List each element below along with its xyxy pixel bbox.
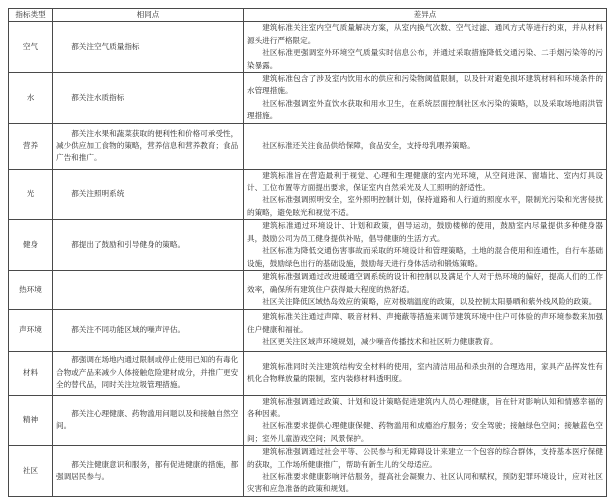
- building-standard-text: 建筑标准通过环境设计、计划和政策，倡导运动，鼓励楼梯的使用，鼓励室内尽量提供多种健身器具，鼓励公司为员工健身提供补贴，倡导健康的生活方式。: [247, 221, 603, 243]
- difference-cell: [244, 169, 607, 220]
- building-standard-text: 建筑标准强调通过社会平等、公民参与和无障碍设计来建立一个包容的综合群体，支持基本医疗保健的获取，工作场所健康推广，帮助有新生儿的父母适应。: [247, 447, 603, 469]
- difference-cell: [244, 271, 607, 309]
- building-standard-text: 建筑标准旨在营造最利于视觉、心理和生理健康的室内光环境，从空间进深、窗墙比、室内灯具设计、工位布置等方面提出要求，保证室内自然采光及人工照明的舒适性。: [247, 170, 603, 193]
- building-standard-text: 建筑标准关注通过声障、吸音材料、声掩蔽等措施来调节建筑环境中住户可体验的声环境参数来加强住户健康和福祉。: [247, 312, 603, 334]
- difference-cell: [244, 395, 607, 446]
- community-standard-text: 社区更关注区域声环境规划，减少噪音传播技术和社区听力健康教育。: [262, 337, 498, 347]
- difference-cell: [244, 309, 607, 351]
- table-header-row: [9, 9, 607, 22]
- building-standard-text: 建筑标准关注室内空气质量解决方案，从室内换气次数、空气过滤、通风方式等进行约束，并从材料源头进行严格限定。: [247, 23, 603, 45]
- community-standard-text: 社区标准还关注食品供给保障，食品安全，支持母乳喂养策略。: [262, 140, 475, 150]
- indicator-type-cell: 热环境: [9, 271, 53, 309]
- indicator-type-cell: 光: [9, 169, 53, 220]
- similarity-cell: 都提出了鼓励和引导健身的策略。: [53, 220, 244, 271]
- indicator-type-cell: 营养: [9, 123, 53, 169]
- header-differences: 差异点: [244, 9, 607, 22]
- difference-cell: [244, 123, 607, 169]
- similarity-cell: 都关注水质指标: [53, 73, 244, 124]
- header-indicator-type: 指标类型: [9, 9, 53, 22]
- indicator-type-cell: 健身: [9, 220, 53, 271]
- building-standard-text: 建筑标准强调通过政策、计划和设计策略促进建筑内人员心理健康，旨在针对影响认知和情感幸福的各种因素。: [247, 396, 603, 418]
- difference-cell: [244, 22, 607, 73]
- similarity-cell: 都关注照明系统: [53, 169, 244, 220]
- community-standard-text: 社区标准强调照明安全，室外照明控制计划，保持道路和人行道的照度水平，限制光污染和光害侵扰的策略，避免眩光和视觉不适。: [247, 195, 603, 217]
- table-row: [9, 395, 607, 446]
- similarity-cell: 都关注水果和蔬菜获取的便利性和价格可承受性，减少供应加工食物的策略，营养信息和营养教育；食品广告和推广。: [53, 123, 244, 169]
- building-standard-text: 建筑标准同时关注建筑结构安全材料的使用，室内清洁用品和杀虫剂的合理选用，家具产品挥发性有机化合物释放量的限制，室内装修材料透明度。: [247, 361, 603, 383]
- table-row: [9, 220, 607, 271]
- table-row: [9, 123, 607, 169]
- indicator-type-cell: 精神: [9, 395, 53, 446]
- table-row: [9, 446, 607, 497]
- indicator-type-cell: 声环境: [9, 309, 53, 351]
- similarity-cell: 都关注健康意识和服务，都有促进健康的措施，都强调居民参与。: [53, 446, 244, 497]
- similarity-cell: 都关注空气质量指标: [53, 22, 244, 73]
- similarity-cell: 都关注心理健康、药物滥用问题以及和接触自然空间。: [53, 395, 244, 446]
- table-row: [9, 73, 607, 124]
- similarity-cell: 都关注不同功能区域的噪声评估。: [53, 309, 244, 351]
- table-row: [9, 22, 607, 73]
- similarity-cell: [53, 271, 244, 309]
- community-standard-text: 社区标准要求健康影响评估服务，提高社会凝聚力、社区认同和赋权，预防犯罪环境设计，应对社区灾害和应急准备的政策和规划。: [247, 471, 603, 494]
- header-similarities: 相同点: [53, 9, 244, 22]
- difference-cell: [244, 351, 607, 395]
- difference-cell: [244, 220, 607, 271]
- table-row: [9, 351, 607, 395]
- difference-cell: [244, 73, 607, 124]
- building-standard-text: 建筑标准包含了涉及室内饮用水的供应和污染物阈值限制，以及针对避免损坏建筑材料和环境条件的水管理措施。: [247, 74, 603, 96]
- indicator-type-cell: 水: [9, 73, 53, 124]
- community-standard-text: 社区标准为降低交通伤害事故而采取的环境设计和管理策略，土地的混合使用和连通性，自行车基础设施，鼓励绿色出行的基础设施，鼓励每天进行身体活动和锻炼策略。: [247, 246, 603, 268]
- similarity-cell: 都强调在场地内通过限制或停止使用已知的有毒化合物或产品来减少人体接触危险建材成分，并推广更安全的替代品，同时关注垃圾管理措施。: [53, 351, 244, 395]
- community-standard-text: 社区标准更强调室外环境空气质量实时信息公布，并通过采取措施降低交通污染、二手烟污染等的污染暴露。: [247, 48, 603, 70]
- indicator-comparison-table: [8, 8, 607, 497]
- community-standard-text: 社区关注降低区域热岛效应的策略，应对极端温度的政策，以及控制太阳暴晒和紫外线风险的政策。: [262, 297, 597, 307]
- community-standard-text: 社区标准强调室外直饮水获取和用水卫生，在系统层面控制社区水污染的策略，以及采取场地雨洪管理措施。: [247, 98, 603, 121]
- table-row: [9, 169, 607, 220]
- table-row: [9, 309, 607, 351]
- difference-cell: [244, 446, 607, 497]
- indicator-type-cell: 社区: [9, 446, 53, 497]
- indicator-type-cell: 空气: [9, 22, 53, 73]
- table-row: [9, 271, 607, 309]
- building-standard-text: 建筑标准强调通过改进暖通空调系统的设计和控制以及满足个人对于热环境的偏好，提高人们的工作效率，确保所有建筑住户获得最大程度的热舒适。: [247, 272, 603, 294]
- indicator-type-cell: 材料: [9, 351, 53, 395]
- community-standard-text: 社区标准要求提供心理健康保健、药物滥用和成瘾治疗服务；安全驾驶；接触绿色空间；接触蓝色空间；室外儿童游戏空间；风景保护。: [247, 421, 603, 443]
